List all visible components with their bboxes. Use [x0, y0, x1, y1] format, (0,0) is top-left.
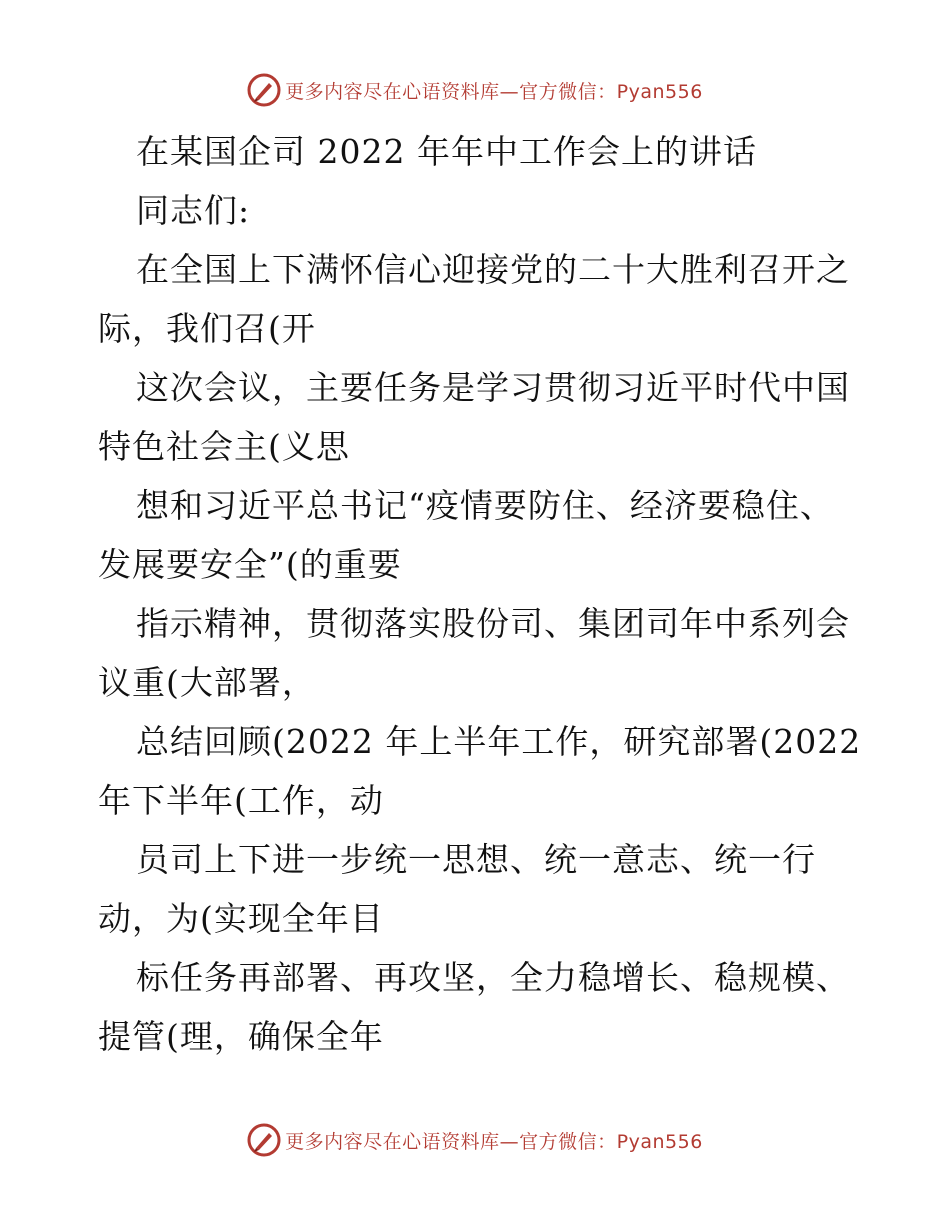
doc-line: 议重(大部署，: [98, 663, 316, 702]
doc-line: 总结回顾(2022 年上半年工作，研究部署(2022: [136, 722, 862, 761]
doc-line: 在全国上下满怀信心迎接党的二十大胜利召开之: [136, 250, 850, 289]
doc-line: 指示精神，贯彻落实股份司、集团司年中系列会: [136, 604, 850, 643]
pen-logo-icon: [247, 73, 281, 107]
document-body: [98, 122, 862, 1066]
doc-line: 际，我们召(开: [98, 309, 316, 348]
doc-line: 发展要安全”(的重要: [98, 545, 402, 584]
watermark-banner-bottom: [0, 1120, 950, 1160]
doc-title: 在某国企司 2022 年年中工作会上的讲话: [136, 132, 757, 171]
doc-line: 员司上下进一步统一思想、统一意志、统一行: [136, 840, 816, 879]
doc-line: 提管(理，确保全年: [98, 1017, 384, 1056]
doc-line: 标任务再部署、再攻坚，全力稳增长、稳规模、: [136, 958, 850, 997]
doc-line: 年下半年(工作，动: [98, 781, 384, 820]
pen-logo-icon: [247, 1123, 281, 1157]
watermark-banner-top: [0, 70, 950, 110]
watermark-text: 更多内容尽在心语资料库—官方微信：Pyan556: [285, 1130, 703, 1153]
doc-line: 想和习近平总书记“疫情要防住、经济要稳住、: [136, 486, 834, 525]
doc-salutation: 同志们:: [136, 191, 251, 230]
watermark-text: 更多内容尽在心语资料库—官方微信：Pyan556: [285, 80, 703, 103]
doc-line: 动，为(实现全年目: [98, 899, 384, 938]
doc-line: 特色社会主(义思: [98, 427, 350, 466]
doc-line: 这次会议，主要任务是学习贯彻习近平时代中国: [136, 368, 850, 407]
